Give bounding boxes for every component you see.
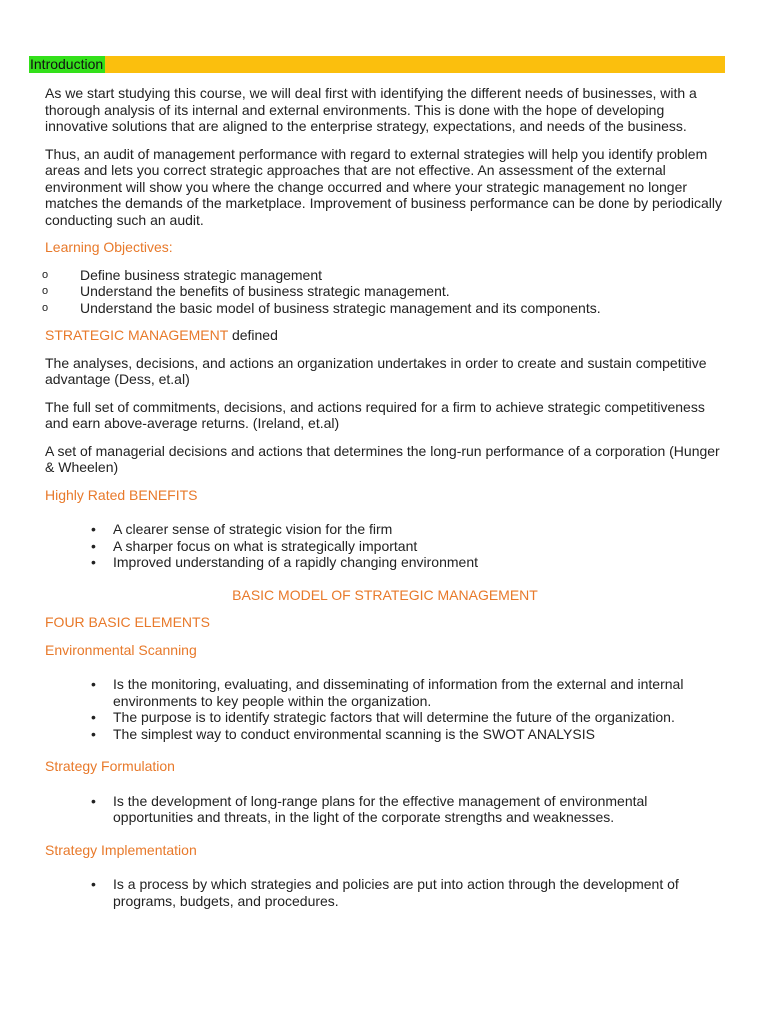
list-item: o Understand the basic model of business strategic management and its components. (42, 299, 601, 316)
list-item: • The purpose is to identify strategic factors that will determine the future of the organization. (91, 709, 675, 725)
list-item: • A clearer sense of strategic vision for the firm (91, 521, 393, 537)
learning-objectives-list (42, 266, 725, 317)
four-elements-heading: FOUR BASIC ELEMENTS (45, 614, 210, 630)
strategy-implementation-list (45, 876, 725, 909)
intro-paragraph-2: Thus, an audit of management performance with regard to external strategies will help you identify problem areas and lets you correct strategic approaches that are not effective. An assessment of the external environment will show you where the change occurred and where your strategic management no longer matches the demands of the marketplace. Improvement of business performance can be done by periodically conducting such an audit. (45, 145, 723, 228)
environmental-scanning-heading: Environmental Scanning (45, 641, 197, 658)
document-body (42, 85, 725, 920)
environmental-scanning-list (45, 676, 725, 742)
list-item: • The simplest way to conduct environmental scanning is the SWOT ANALYSIS (91, 725, 595, 742)
strategy-formulation-list (45, 793, 725, 826)
strategy-implementation-heading: Strategy Implementation (45, 841, 197, 858)
bullet-icon: • (91, 537, 96, 554)
circle-bullet-icon: o (42, 285, 49, 297)
circle-bullet-icon: o (42, 268, 49, 281)
strategic-management-heading: STRATEGIC MANAGEMENT defined (45, 327, 278, 343)
list-item: o Define business strategic management (42, 266, 323, 283)
introduction-banner (29, 56, 725, 73)
definition-paragraph: The analyses, decisions, and actions an organization undertakes in order to create and sustain competitive advantage (Dess, et.al) (45, 354, 707, 387)
list-item: o Understand the benefits of business strategic management. (42, 283, 450, 299)
list-item: • Improved understanding of a rapidly changing environment (91, 554, 479, 570)
introduction-label: Introduction (30, 56, 104, 72)
benefits-list (45, 521, 725, 571)
definition-paragraph: The full set of commitments, decisions, and actions required for a firm to achieve strategic competitiveness and earn above-average returns. (Ireland, et.al) (45, 398, 705, 431)
list-item: • Is a process by which strategies and policies are put into action through the development of programs, budgets, and procedures. (91, 876, 679, 909)
intro-paragraph-1: As we start studying this course, we will deal first with identifying the different needs of businesses, with a thorough analysis of its internal and external environments. This is done with the hope of developing innovative solutions that are aligned to the enterprise strategy, expectations, and needs of the business. (45, 85, 697, 134)
bullet-icon: • (91, 876, 96, 892)
list-item: • Is the monitoring, evaluating, and disseminating of information from the external and internal environments to key people within the organization. (91, 676, 684, 709)
circle-bullet-icon: o (42, 301, 49, 314)
bullet-icon: • (91, 709, 96, 725)
bullet-icon: • (91, 521, 96, 537)
list-item: • A sharper focus on what is strategically important (91, 537, 418, 554)
learning-objectives-heading: Learning Objectives: (45, 239, 173, 255)
benefits-heading: Highly Rated BENEFITS (45, 486, 198, 503)
bullet-icon: • (91, 554, 96, 570)
bullet-icon: • (91, 676, 96, 692)
strategy-formulation-heading: Strategy Formulation (45, 758, 175, 774)
definition-paragraph: A set of managerial decisions and actions that determines the long-run performance of a corporation (Hunger & Wheelen) (45, 442, 720, 475)
bullet-icon: • (91, 725, 96, 742)
list-item: • Is the development of long-range plans for the effective management of environmental opportunities and threats, in the light of the corporate strengths and weaknesses. (91, 792, 648, 825)
bullet-icon: • (91, 792, 96, 809)
basic-model-title: BASIC MODEL OF STRATEGIC MANAGEMENT (232, 586, 538, 603)
